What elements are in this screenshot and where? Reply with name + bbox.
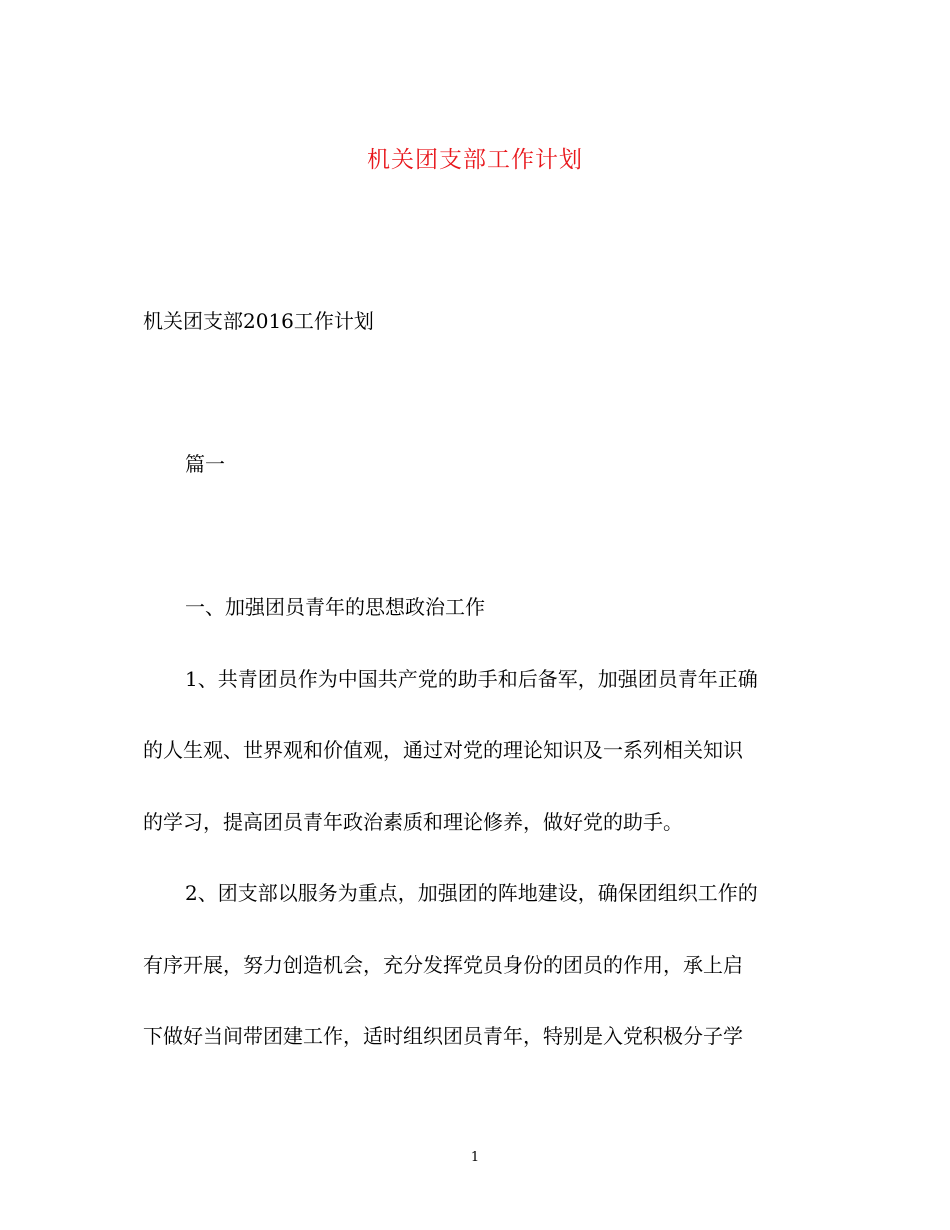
- paragraph-1-line-3: 的学习，提高团员青年政治素质和理论修养，做好党的助手。: [143, 810, 683, 834]
- paragraph-2-line-3: 下做好当间带团建工作，适时组织团员青年，特别是入党积极分子学: [143, 1024, 743, 1048]
- paragraph-2-line-2: 有序开展，努力创造机会，充分发挥党员身份的团员的作用，承上启: [143, 953, 743, 977]
- document-subtitle: 机关团支部2016工作计划: [143, 309, 374, 333]
- paragraph-1-line-1: 1、共青团员作为中国共产党的助手和后备军，加强团员青年正确: [185, 667, 758, 691]
- section-label: 篇一: [185, 452, 225, 476]
- page-number: 1: [470, 1150, 480, 1165]
- section-heading: 一、加强团员青年的思想政治工作: [185, 595, 485, 619]
- paragraph-1-line-2: 的人生观、世界观和价值观，通过对党的理论知识及一系列相关知识: [143, 738, 743, 762]
- document-title: 机关团支部工作计划: [367, 147, 583, 173]
- paragraph-2-line-1: 2、团支部以服务为重点，加强团的阵地建设，确保团组织工作的: [185, 881, 758, 905]
